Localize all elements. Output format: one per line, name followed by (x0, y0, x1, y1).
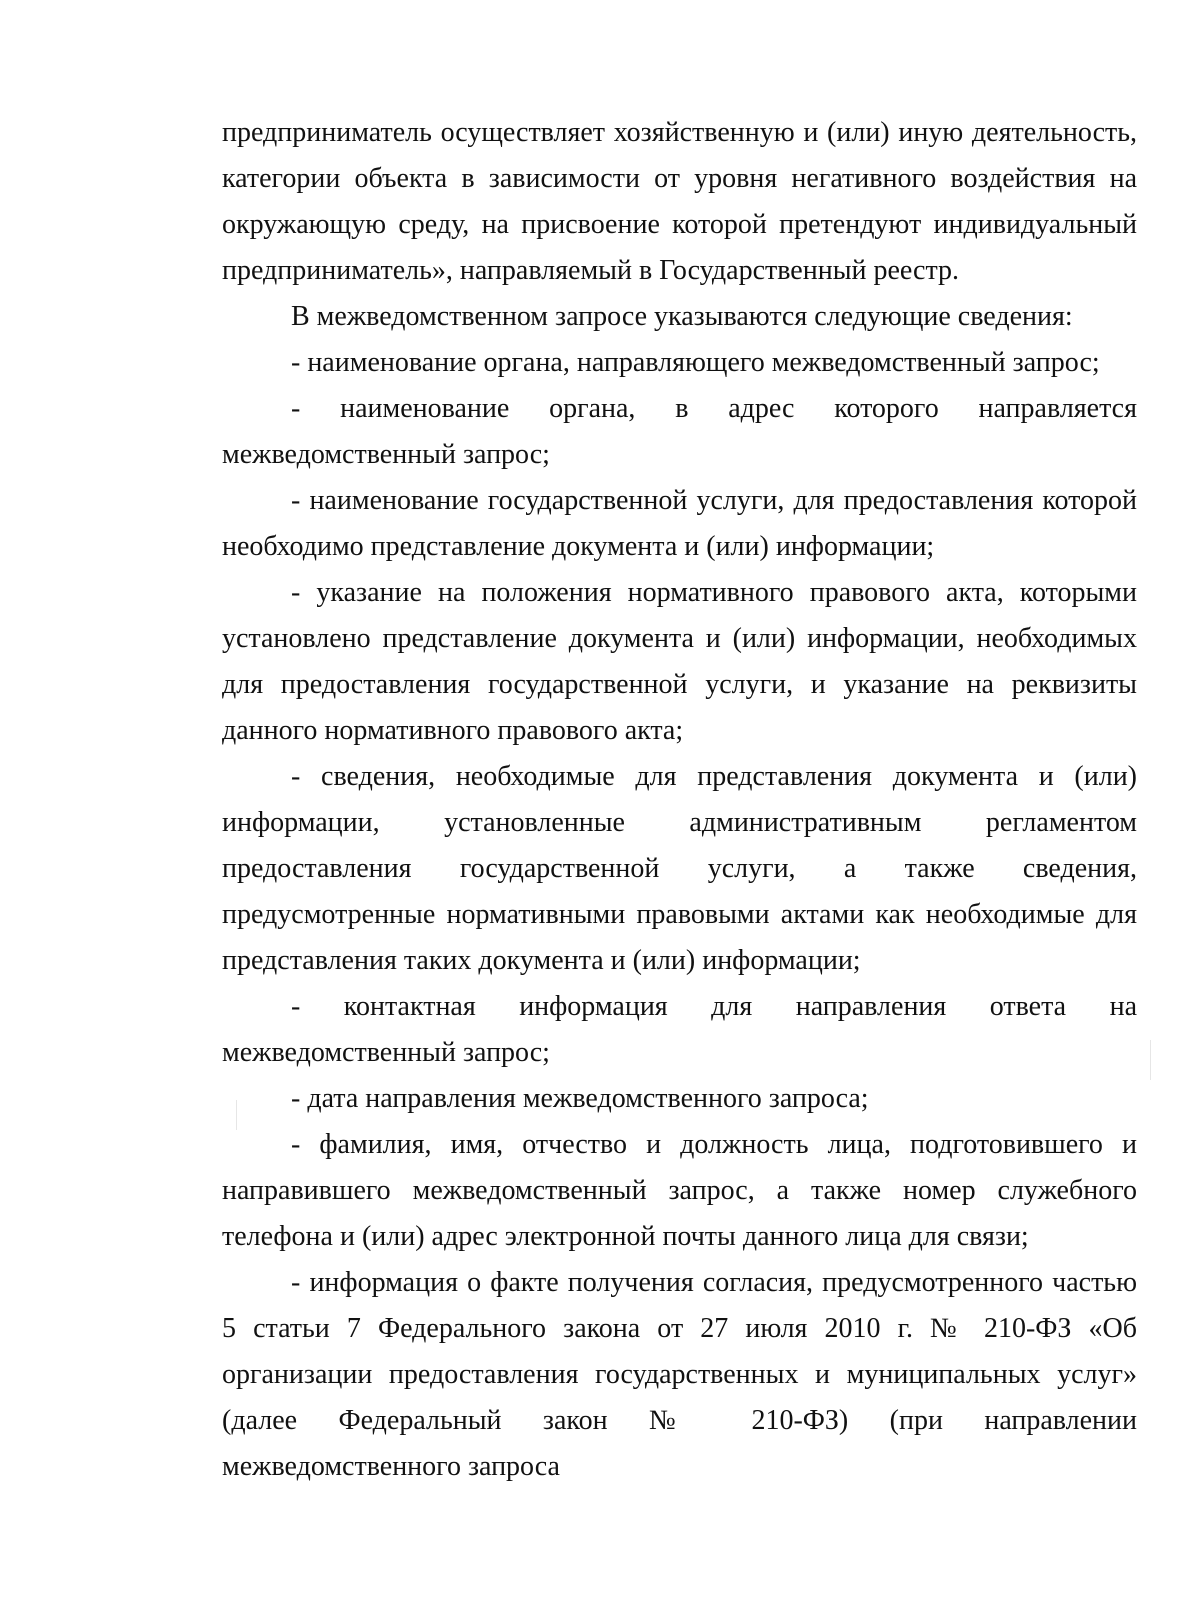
document-body (222, 110, 1137, 1490)
list-item-requesting-authority: - наименование органа, направляющего межведомственный запрос; (291, 347, 1100, 378)
scan-artifact (1150, 1040, 1151, 1080)
paragraph-intro: В межведомственном запросе указываются следующие сведения: (291, 301, 1073, 332)
list-item-service-name: - наименование государственной услуги, для предоставления которой необходимо представление документа и (или) информации; (222, 485, 1137, 562)
list-item-responsible-person: - фамилия, имя, отчество и должность лица, подготовившего и направившего межведомственный запрос, а также номер служебного телефона и (или) адрес электронной почты данного лица для связи; (222, 1129, 1137, 1252)
list-item-required-info: - сведения, необходимые для представления документа и (или) информации, установленные административным регламентом предоставления государственной услуги, а также сведения, предусмотренные нормативными правовыми актами как необходимые для представления таких документа и (или) информации; (222, 761, 1137, 976)
list-item-request-date: - дата направления межведомственного запроса; (291, 1083, 869, 1114)
list-item-contact-info: - контактная информация для направления ответа на межведомственный запрос; (222, 991, 1137, 1068)
list-item-recipient-authority: - наименование органа, в адрес которого направляется межведомственный запрос; (222, 393, 1137, 470)
list-item-legal-act: - указание на положения нормативного правового акта, которыми установлено представление документа и (или) информации, необходимых для предоставления государственной услуги, и указание на реквизиты данного нормативного правового акта; (222, 577, 1137, 746)
paragraph-continuation: предприниматель осуществляет хозяйственную и (или) иную деятельность, категории объекта в зависимости от уровня негативного воздействия на окружающую среду, на присвоение которой претендуют индивидуальный предприниматель», направляемый в Государственный реестр. (222, 117, 1137, 286)
list-item-consent-info: - информация о факте получения согласия, предусмотренного частью 5 статьи 7 Федерального закона от 27 июля 2010 г. № 210-ФЗ «Об организации предоставления государственных и муниципальных услуг» (далее Федеральный закон № 210-ФЗ) (при направлении межведомственного запроса (222, 1267, 1137, 1482)
